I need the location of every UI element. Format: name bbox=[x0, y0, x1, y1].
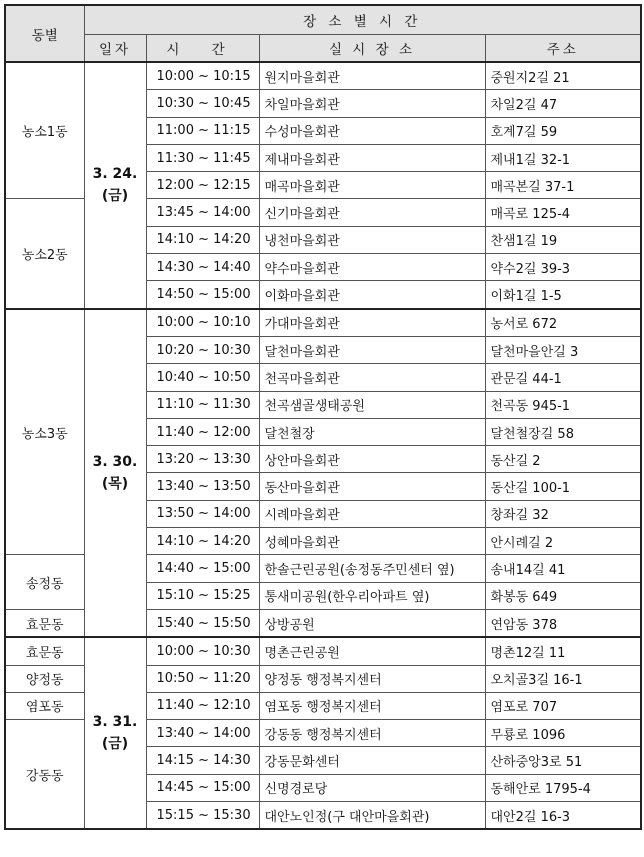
header-dong: 동별 bbox=[5, 5, 84, 62]
time-cell: 14:15 ~ 14:30 bbox=[146, 747, 259, 774]
address-cell: 명촌12길 11 bbox=[485, 637, 641, 665]
place-cell: 신기마을회관 bbox=[259, 199, 485, 226]
time-cell: 10:20 ~ 10:30 bbox=[146, 336, 259, 363]
address-cell: 화봉동 649 bbox=[485, 582, 641, 609]
place-cell: 매곡마을회관 bbox=[259, 172, 485, 199]
time-cell: 13:20 ~ 13:30 bbox=[146, 446, 259, 473]
table-row bbox=[5, 309, 641, 337]
time-cell: 15:15 ~ 15:30 bbox=[146, 802, 259, 830]
place-cell: 천곡마을회관 bbox=[259, 364, 485, 391]
address-cell: 송내14길 41 bbox=[485, 555, 641, 582]
date-day: 3. 30. bbox=[92, 453, 138, 470]
address-cell: 동산길 2 bbox=[485, 446, 641, 473]
address-cell: 천곡동 945-1 bbox=[485, 391, 641, 418]
dong-cell: 농소3동 bbox=[5, 309, 84, 555]
address-cell: 오치골3길 16-1 bbox=[485, 665, 641, 692]
time-cell: 12:00 ~ 12:15 bbox=[146, 172, 259, 199]
place-cell: 강동문화센터 bbox=[259, 747, 485, 774]
date-cell bbox=[84, 309, 146, 638]
dong-cell: 강동동 bbox=[5, 720, 84, 830]
date-weekday: (금) bbox=[101, 736, 129, 753]
place-cell: 가대마을회관 bbox=[259, 309, 485, 337]
place-cell: 천곡샘골생태공원 bbox=[259, 391, 485, 418]
place-cell: 신명경로당 bbox=[259, 774, 485, 801]
time-cell: 11:10 ~ 11:30 bbox=[146, 391, 259, 418]
address-cell: 동산길 100-1 bbox=[485, 473, 641, 500]
time-cell: 13:45 ~ 14:00 bbox=[146, 199, 259, 226]
place-cell: 대안노인정(구 대안마을회관) bbox=[259, 802, 485, 830]
address-cell: 호계7길 59 bbox=[485, 117, 641, 144]
time-cell: 11:30 ~ 11:45 bbox=[146, 144, 259, 171]
table-body bbox=[5, 62, 641, 829]
address-cell: 차일2길 47 bbox=[485, 90, 641, 117]
place-cell: 명촌근린공원 bbox=[259, 637, 485, 665]
dong-cell: 효문동 bbox=[5, 637, 84, 665]
place-cell: 강동동 행정복지센터 bbox=[259, 720, 485, 747]
address-cell: 약수2길 39-3 bbox=[485, 254, 641, 281]
place-cell: 이화마을회관 bbox=[259, 281, 485, 309]
time-cell: 10:00 ~ 10:30 bbox=[146, 637, 259, 665]
place-cell: 원지마을회관 bbox=[259, 62, 485, 90]
time-cell: 10:50 ~ 11:20 bbox=[146, 665, 259, 692]
address-cell: 달천철장길 58 bbox=[485, 418, 641, 445]
place-cell: 달천철장 bbox=[259, 418, 485, 445]
address-cell: 중원지2길 21 bbox=[485, 62, 641, 90]
time-cell: 13:50 ~ 14:00 bbox=[146, 500, 259, 527]
time-cell: 10:30 ~ 10:45 bbox=[146, 90, 259, 117]
time-cell: 14:50 ~ 15:00 bbox=[146, 281, 259, 309]
header-date: 일자 bbox=[84, 35, 146, 63]
address-cell: 관문길 44-1 bbox=[485, 364, 641, 391]
dong-cell: 염포동 bbox=[5, 692, 84, 719]
address-cell: 산하중앙3로 51 bbox=[485, 747, 641, 774]
place-cell: 제내마을회관 bbox=[259, 144, 485, 171]
address-cell: 농서로 672 bbox=[485, 309, 641, 337]
header-address: 주소 bbox=[485, 35, 641, 63]
place-cell: 양정동 행정복지센터 bbox=[259, 665, 485, 692]
time-cell: 10:00 ~ 10:15 bbox=[146, 62, 259, 90]
time-cell: 14:30 ~ 14:40 bbox=[146, 254, 259, 281]
address-cell: 제내1길 32-1 bbox=[485, 144, 641, 171]
time-cell: 15:40 ~ 15:50 bbox=[146, 609, 259, 637]
place-cell: 수성마을회관 bbox=[259, 117, 485, 144]
address-cell: 안시례길 2 bbox=[485, 528, 641, 555]
date-day: 3. 24. bbox=[92, 166, 138, 183]
dong-cell: 양정동 bbox=[5, 665, 84, 692]
place-cell: 염포동 행정복지센터 bbox=[259, 692, 485, 719]
dong-cell: 농소2동 bbox=[5, 199, 84, 309]
time-cell: 14:10 ~ 14:20 bbox=[146, 528, 259, 555]
time-cell: 14:45 ~ 15:00 bbox=[146, 774, 259, 801]
address-cell: 이화1길 1-5 bbox=[485, 281, 641, 309]
address-cell: 창좌길 32 bbox=[485, 500, 641, 527]
time-cell: 15:10 ~ 15:25 bbox=[146, 582, 259, 609]
place-cell: 성혜마을회관 bbox=[259, 528, 485, 555]
place-cell: 상안마을회관 bbox=[259, 446, 485, 473]
time-cell: 11:40 ~ 12:10 bbox=[146, 692, 259, 719]
place-cell: 시례마을회관 bbox=[259, 500, 485, 527]
date-weekday: (금) bbox=[101, 188, 129, 205]
place-cell: 냉천마을회관 bbox=[259, 226, 485, 253]
dong-cell: 송정동 bbox=[5, 555, 84, 610]
table-row bbox=[5, 62, 641, 90]
table-row bbox=[5, 637, 641, 665]
address-cell: 대안2길 16-3 bbox=[485, 802, 641, 830]
place-cell: 통새미공원(한우리아파트 옆) bbox=[259, 582, 485, 609]
date-day: 3. 31. bbox=[92, 714, 138, 731]
address-cell: 염포로 707 bbox=[485, 692, 641, 719]
address-cell: 달천마을안길 3 bbox=[485, 336, 641, 363]
place-cell: 상방공원 bbox=[259, 609, 485, 637]
time-cell: 10:00 ~ 10:10 bbox=[146, 309, 259, 337]
place-cell: 약수마을회관 bbox=[259, 254, 485, 281]
address-cell: 무룡로 1096 bbox=[485, 720, 641, 747]
place-cell: 한솔근린공원(송정동주민센터 옆) bbox=[259, 555, 485, 582]
place-cell: 동산마을회관 bbox=[259, 473, 485, 500]
place-cell: 달천마을회관 bbox=[259, 336, 485, 363]
time-cell: 10:40 ~ 10:50 bbox=[146, 364, 259, 391]
time-cell: 14:40 ~ 15:00 bbox=[146, 555, 259, 582]
time-cell: 11:00 ~ 11:15 bbox=[146, 117, 259, 144]
date-cell bbox=[84, 62, 146, 309]
schedule-table bbox=[4, 4, 642, 830]
header-group-title: 장 소 별 시 간 bbox=[84, 5, 641, 35]
place-cell: 차일마을회관 bbox=[259, 90, 485, 117]
address-cell: 연암동 378 bbox=[485, 609, 641, 637]
dong-cell: 효문동 bbox=[5, 609, 84, 637]
time-cell: 11:40 ~ 12:00 bbox=[146, 418, 259, 445]
date-cell bbox=[84, 637, 146, 829]
time-cell: 13:40 ~ 13:50 bbox=[146, 473, 259, 500]
dong-cell: 농소1동 bbox=[5, 62, 84, 199]
time-cell: 13:40 ~ 14:00 bbox=[146, 720, 259, 747]
address-cell: 매곡본길 37-1 bbox=[485, 172, 641, 199]
address-cell: 동해안로 1795-4 bbox=[485, 774, 641, 801]
table-header bbox=[5, 5, 641, 62]
address-cell: 매곡로 125-4 bbox=[485, 199, 641, 226]
time-cell: 14:10 ~ 14:20 bbox=[146, 226, 259, 253]
header-time: 시 간 bbox=[146, 35, 259, 63]
header-place: 실 시 장 소 bbox=[259, 35, 485, 63]
date-weekday: (목) bbox=[101, 475, 129, 492]
address-cell: 찬샘1길 19 bbox=[485, 226, 641, 253]
